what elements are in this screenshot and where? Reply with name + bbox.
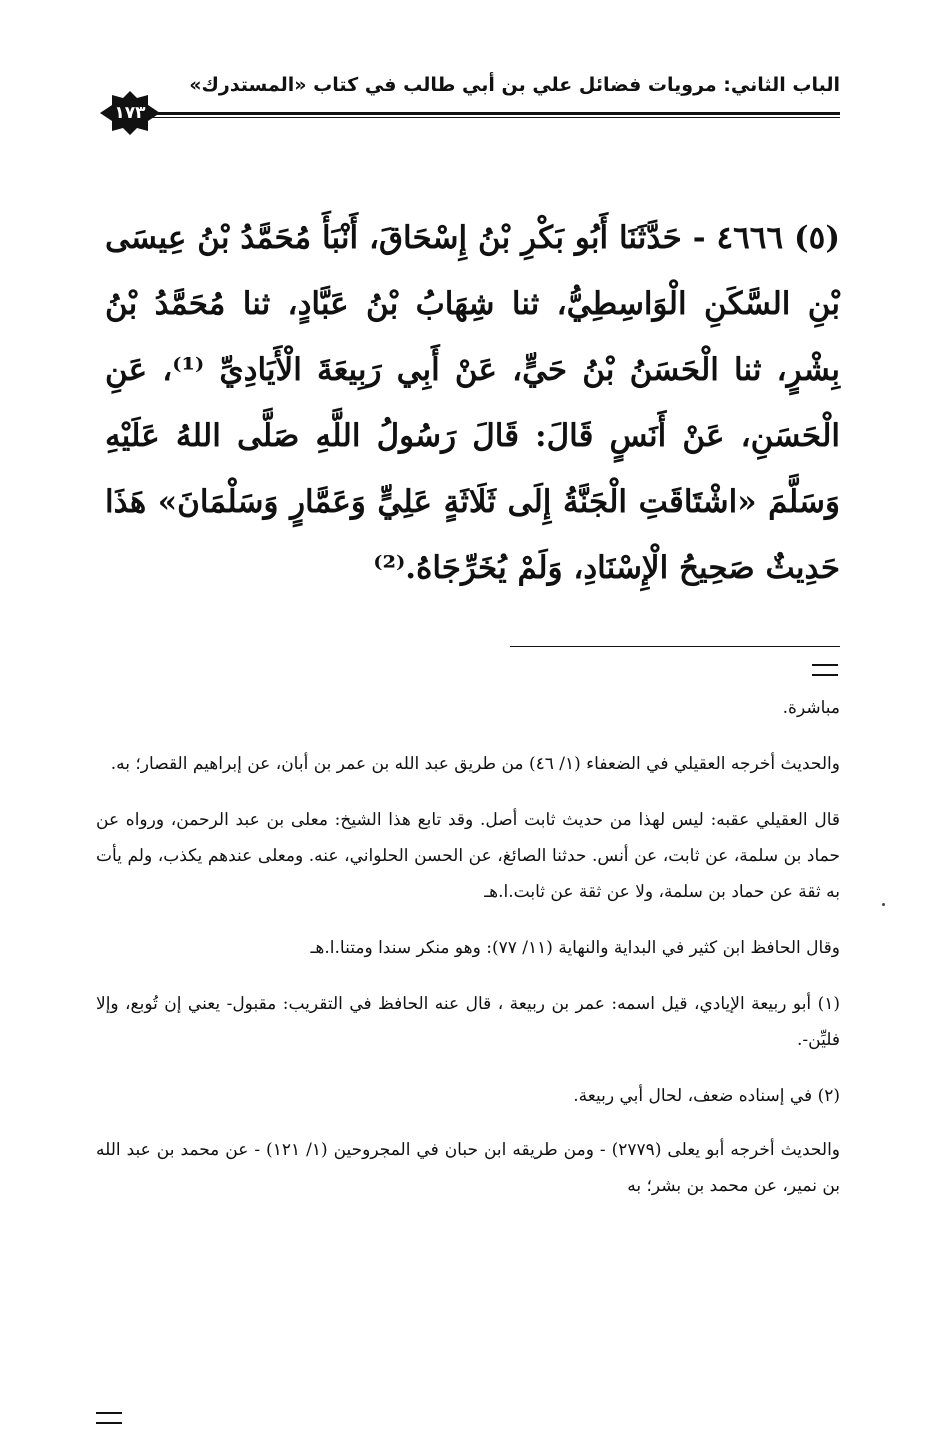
footnote-paragraph: وقال الحافظ ابن كثير في البداية والنهاية (١١/ ٧٧): وهو منكر سندا ومتنا.ا.هـ — [310, 938, 840, 958]
footnote-continuation: مباشرة. — [782, 698, 840, 718]
footnote-paragraph: قال العقيلي عقبه: ليس لهذا من حديث ثابت أصل. وقد تابع هذا الشيخ: معلى بن عبد الرحمن، ورواه عن حماد بن سلمة، عن ثابت، عن أنس. حدثنا الصائغ، عن الحسن الحلواني، عنه. ومعلى عندهم يكذب، ولم يأت به ثقة عن حماد بن سلمة، ولا عن ثقة عن ثابت.ا.هـ — [96, 810, 840, 902]
header-rule — [152, 112, 840, 118]
footnote-separator — [510, 646, 840, 647]
running-header: الباب الثاني: مرويات فضائل علي بن أبي طالب في كتاب «المستدرك» — [189, 74, 840, 96]
continuation-mark-bottom — [96, 1412, 122, 1424]
footnote-paragraph: والحديث أخرجه أبو يعلى (٢٧٧٩) - ومن طريقه ابن حبان في المجروحين (١/ ١٢١) - عن محمد بن عبد الله بن نمير، عن محمد بن بشر؛ به — [96, 1140, 840, 1196]
page-number: ١٧٣ — [114, 103, 146, 123]
footnote-1: (١) أبو ربيعة الإيادي، قيل اسمه: عمر بن ربيعة ، قال عنه الحافظ في التقريب: مقبول- يعني إن تُوبع، وإلا فليِّن-. — [96, 994, 840, 1050]
page-number-badge — [98, 91, 162, 135]
continuation-mark-top — [812, 664, 838, 676]
footnotes — [96, 690, 840, 1224]
footnote-2: (٢) في إسناده ضعف، لحال أبي ربيعة. — [573, 1086, 840, 1106]
margin-dot — [882, 903, 885, 906]
footnote-paragraph: والحديث أخرجه العقيلي في الضعفاء (١/ ٤٦) من طريق عبد الله بن عمر بن أبان، عن إبراهيم القصار؛ به. — [110, 754, 840, 774]
hadith-text: (٥) ٤٦٦٦ - حَدَّثَنَا أَبُو بَكْرِ بْنُ إِسْحَاقَ، أَنْبَأَ مُحَمَّدُ بْنُ عِيسَى بْنِ السَّكَنِ الْوَاسِطِيُّ، ثنا شِهَابُ بْنُ عَبَّادٍ، ثنا مُحَمَّدُ بْنُ بِشْرٍ، ثنا الْحَسَنُ بْنُ حَيٍّ، عَنْ أَبِي رَبِيعَةَ الْأَيَادِيِّ ⁽¹⁾، عَنِ الْحَسَنِ، عَنْ أَنَسٍ قَالَ: قَالَ رَسُولُ اللَّهِ صَلَّى اللهُ عَلَيْهِ وَسَلَّمَ «اشْتَاقَتِ الْجَنَّةُ إِلَى ثَلَاثَةٍ عَلِيٍّ وَعَمَّارٍ وَسَلْمَانَ» هَذَا حَدِيثٌ صَحِيحُ الْإِسْنَادِ، وَلَمْ يُخَرِّجَاهُ.⁽²⁾ — [105, 220, 840, 586]
